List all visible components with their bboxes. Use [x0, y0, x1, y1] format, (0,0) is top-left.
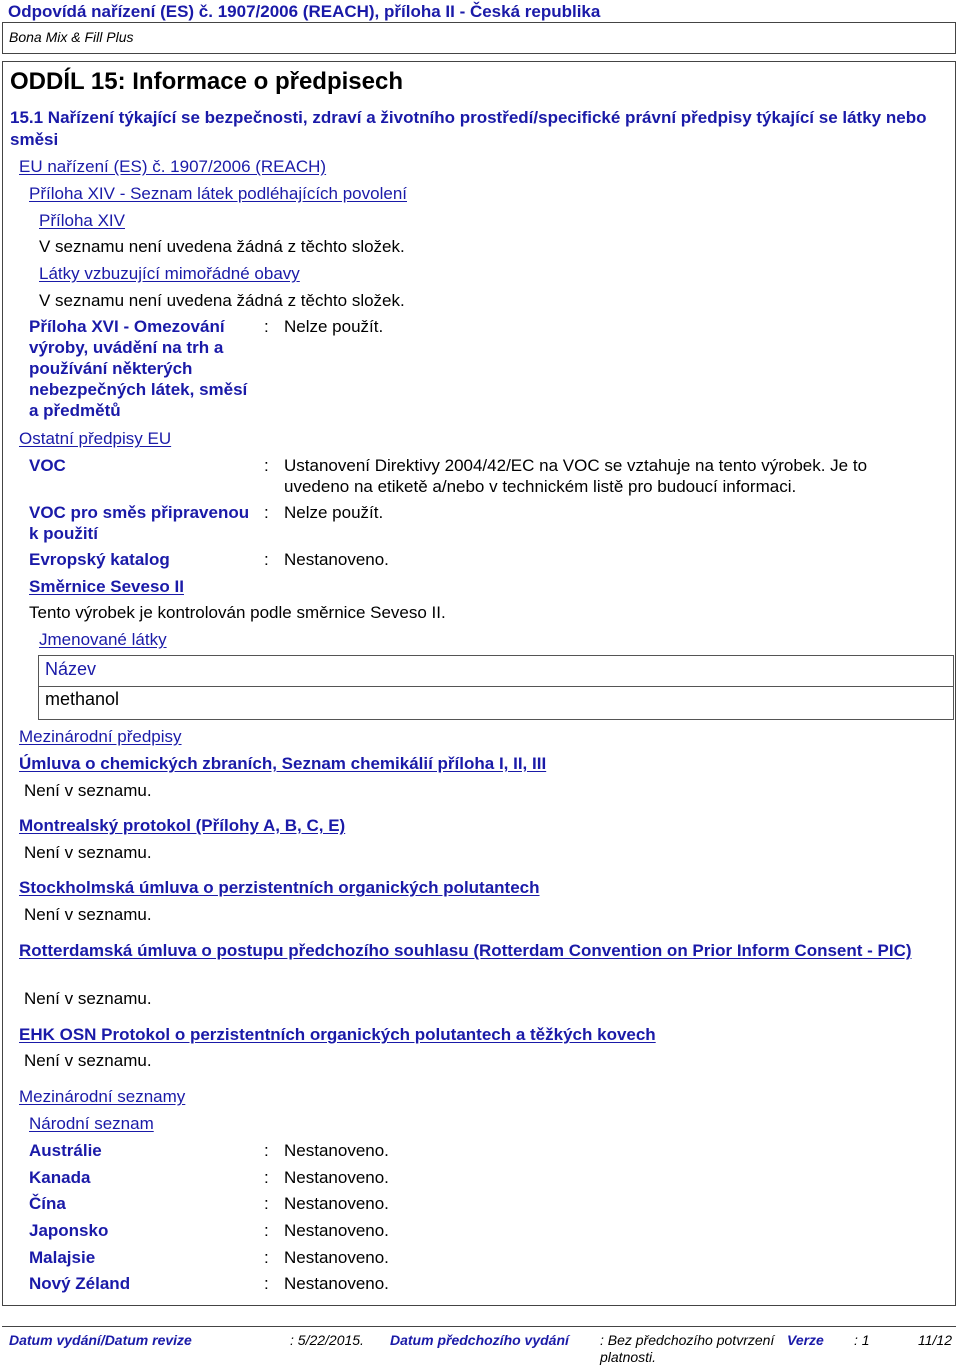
country-status-malaysia: Nestanoveno. — [284, 1248, 389, 1267]
country-status-japan: Nestanoveno. — [284, 1221, 389, 1240]
montreal-status: Není v seznamu. — [24, 843, 152, 862]
cwc-status: Není v seznamu. — [24, 781, 152, 800]
eu-reach-heading: EU nařízení (ES) č. 1907/2006 (REACH) — [19, 157, 327, 176]
national-list-heading: Národní seznam — [29, 1114, 154, 1133]
country-status-new-zealand: Nestanoveno. — [284, 1274, 389, 1293]
catalog-value: Nestanoveno. — [284, 550, 389, 569]
intl-lists-heading: Mezinárodní seznamy — [19, 1087, 186, 1106]
unece-title: EHK OSN Protokol o perzistentních organických polutantech a těžkých kovech — [19, 1025, 656, 1044]
section-title: ODDÍL 15: Informace o předpisech — [10, 68, 403, 95]
country-status-china: Nestanoveno. — [284, 1194, 389, 1213]
country-label-malaysia: Malajsie — [29, 1248, 96, 1267]
table-cell-substance: methanol — [45, 689, 120, 709]
voc-value: Ustanovení Direktivy 2004/42/EC na VOC se vztahuje na tento výrobek. Je to uvedeno na etiketě a/nebo v technickém listě pro budoucí informaci. — [284, 456, 868, 496]
page-footer — [2, 1326, 956, 1371]
footer-issue-label: Datum vydání/Datum revize — [9, 1332, 192, 1348]
other-eu-heading: Ostatní předpisy EU — [19, 429, 172, 448]
footer-prev-value: : Bez předchozího potvrzení platnosti. — [600, 1332, 775, 1365]
colon: : — [264, 1274, 269, 1293]
voc-rtu-label: VOC pro směs připravenou k použití — [29, 503, 250, 543]
document-header-title: Odpovídá nařízení (ES) č. 1907/2006 (REACH), příloha II - Česká republika — [8, 2, 601, 21]
named-substances-heading: Jmenované látky — [39, 630, 167, 649]
catalog-label: Evropský katalog — [29, 550, 170, 569]
annex14-subheading: Příloha XIV — [39, 211, 125, 230]
svhc-text: V seznamu není uvedena žádná z těchto složek. — [39, 291, 405, 310]
seveso-heading: Směrnice Seveso II — [29, 577, 184, 596]
named-substances-table — [38, 655, 954, 720]
section-subtitle: 15.1 Nařízení týkající se bezpečnosti, zdraví a životního prostředí/specifické právní předpisy týkající se látky nebo směsi — [10, 108, 927, 149]
footer-prev-label: Datum předchozího vydání — [390, 1332, 569, 1348]
stockholm-status: Není v seznamu. — [24, 905, 152, 924]
annex17-colon: : — [264, 317, 269, 336]
montreal-title: Montrealský protokol (Přílohy A, B, C, E) — [19, 816, 346, 835]
colon: : — [264, 1141, 269, 1160]
seveso-text: Tento výrobek je kontrolován podle směrnice Seveso II. — [29, 603, 446, 622]
footer-version-value: : 1 — [854, 1332, 870, 1348]
annex14-text: V seznamu není uvedena žádná z těchto složek. — [39, 237, 405, 256]
svhc-heading: Látky vzbuzující mimořádné obavy — [39, 264, 300, 283]
rotterdam-status: Není v seznamu. — [24, 989, 152, 1008]
product-name: Bona Mix & Fill Plus — [9, 29, 134, 45]
cwc-title: Úmluva o chemických zbraních, Seznam chemikálií příloha I, II, III — [19, 754, 547, 773]
footer-issue-value: : 5/22/2015. — [290, 1332, 364, 1348]
country-status-australia: Nestanoveno. — [284, 1141, 389, 1160]
annex17-value: Nelze použít. — [284, 317, 384, 336]
table-header-name: Název — [45, 659, 97, 679]
catalog-colon: : — [264, 550, 269, 569]
stockholm-title: Stockholmská úmluva o perzistentních organických polutantech — [19, 878, 540, 897]
country-label-australia: Austrálie — [29, 1141, 102, 1160]
footer-page-number: 11/12 — [918, 1332, 952, 1348]
country-label-canada: Kanada — [29, 1168, 91, 1187]
country-label-new-zealand: Nový Zéland — [29, 1274, 131, 1293]
rotterdam-title: Rotterdamská úmluva o postupu předchozího souhlasu (Rotterdam Convention on Prior Inform Consent - PIC) — [19, 941, 912, 960]
colon: : — [264, 1221, 269, 1240]
colon: : — [264, 1194, 269, 1213]
annex17-label: Příloha XVI - Omezování výroby, uvádění na trh a používání některých nebezpečných látek, směsí a předmětů — [29, 317, 248, 420]
annex14-heading: Příloha XIV - Seznam látek podléhajících povolení — [29, 184, 407, 203]
voc-rtu-colon: : — [264, 503, 269, 522]
footer-version-label: Verze — [787, 1332, 824, 1348]
product-name-box — [2, 22, 956, 54]
voc-label: VOC — [29, 456, 66, 475]
unece-status: Není v seznamu. — [24, 1051, 152, 1070]
colon: : — [264, 1248, 269, 1267]
country-label-china: Čína — [29, 1194, 66, 1213]
voc-colon: : — [264, 456, 269, 475]
international-heading: Mezinárodní předpisy — [19, 727, 182, 746]
voc-rtu-value: Nelze použít. — [284, 503, 384, 522]
table-header-row — [39, 656, 953, 687]
country-status-canada: Nestanoveno. — [284, 1168, 389, 1187]
country-label-japan: Japonsko — [29, 1221, 109, 1240]
colon: : — [264, 1168, 269, 1187]
